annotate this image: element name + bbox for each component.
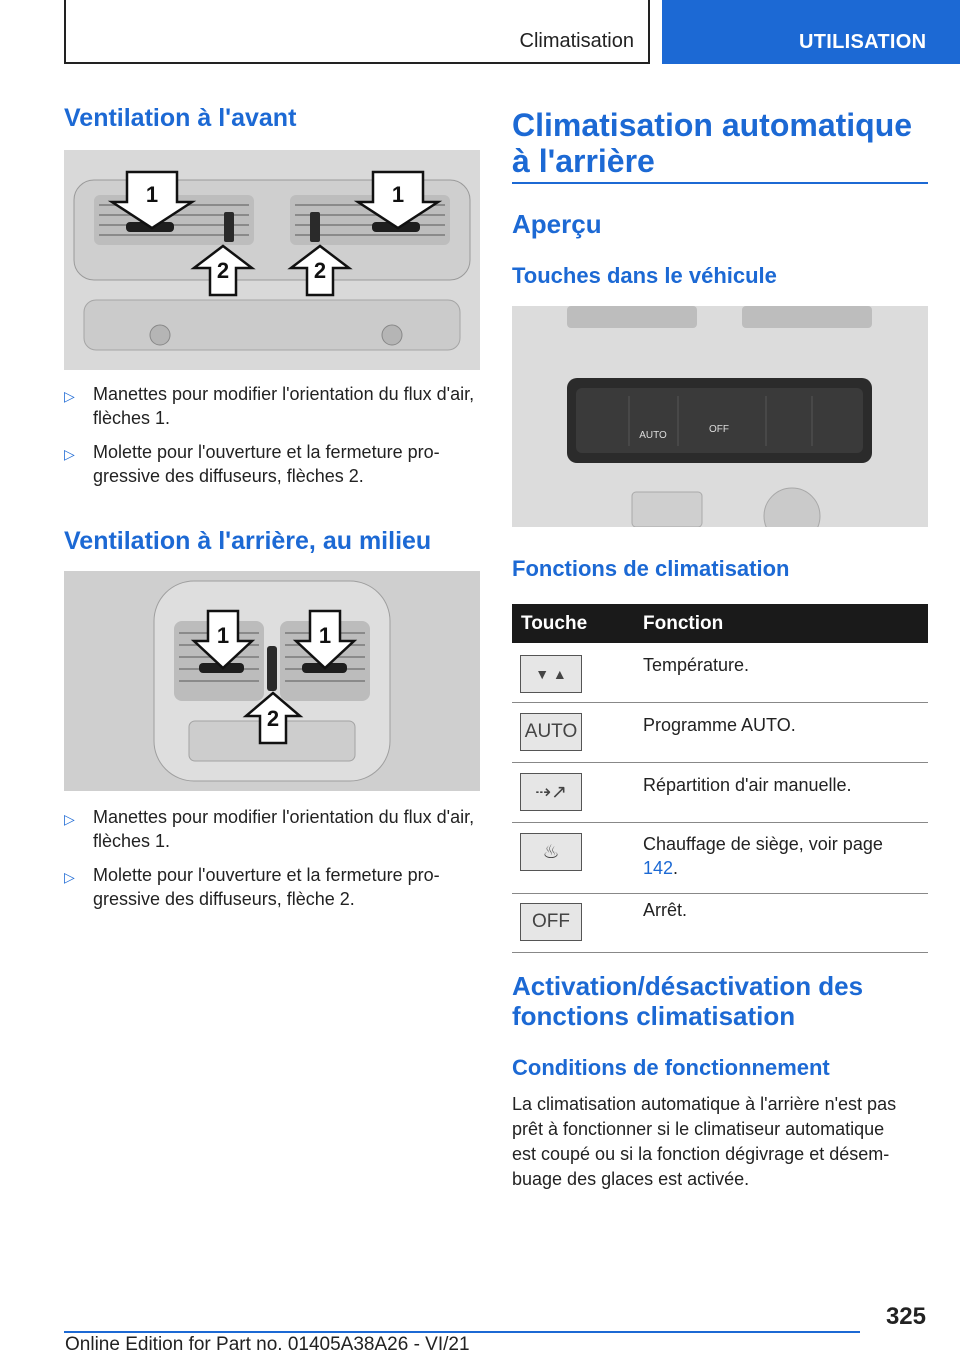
list-item: ▷ Molette pour l'ouverture et la fermeture progressive des diffuseurs, flèche 2. [64,865,440,909]
heading-rear-ventilation: Ventilation à l'arrière, au milieu [64,527,432,555]
heading-front-ventilation: Ventilation à l'avant [64,104,297,132]
rear-panel-photo [512,306,928,527]
bullet-triangle-icon: ▷ [64,869,75,885]
table-cell-function: Répartition d'air manuelle. [643,775,852,795]
bullet-triangle-icon: ▷ [64,446,75,462]
seat-heating-icon: ♨ [520,833,582,871]
bullet-triangle-icon: ▷ [64,388,75,404]
heading-conditions: Conditions de fonctionnement [512,1055,830,1080]
list-item: ▷ Molette pour l'ouverture et la fermeture progressive des diffuseurs, flèches 2. [64,442,440,486]
page-title-line1: Climatisation automatique [512,107,913,143]
table-row [512,703,928,763]
front-callout-2b: 2 [313,258,327,283]
rear-vents-photo [64,571,480,791]
table-cell-function: Chauffage de siège, voir page 142. [643,834,883,878]
table-row [512,823,928,894]
temperature-arrows-icon: ▼ ▲ [520,655,582,693]
list-item: ▷ Manettes pour modifier l'orientation du flux d'air, flèches 1. [64,807,475,851]
heading-activation-line1: Activation/désactivation des [512,971,864,1001]
paragraph-line: La climatisation automatique à l'arrière n'est pas [512,1094,897,1114]
panel-auto-label: AUTO [639,430,667,441]
table-cell-function: Arrêt. [643,900,688,920]
rear-vent-bullet-list [64,805,480,921]
title-underline [512,182,928,184]
air-distribution-icon: ⇢↗ [520,773,582,811]
paragraph-line: buage des glaces est activée. [512,1169,750,1189]
page-number: 325 [885,1303,926,1330]
front-vents-photo [64,150,480,370]
table-cell-function: Programme AUTO. [643,715,796,735]
list-item: ▷ Manettes pour modifier l'orientation du flux d'air, flèches 1. [64,384,475,428]
edition-text: Online Edition for Part no. 01405A38A26 - VI/21 [65,1334,470,1355]
rear-callout-1b: 1 [318,623,332,648]
heading-apercu: Aperçu [512,209,602,239]
bullet-triangle-icon: ▷ [64,811,75,827]
heading-fonctions: Fonctions de climatisation [512,556,790,581]
paragraph-line: est coupé ou si la fonction dégivrage et désem- [512,1144,890,1164]
rear-callout-2: 2 [266,706,280,731]
table-col-touche: Touche [521,613,588,634]
table-cell-function: Température. [643,655,750,675]
page-link-142[interactable]: 142 [643,858,674,878]
heading-activation-line2: fonctions climatisation [512,1001,796,1031]
page-title-line2: à l'arrière [512,143,655,179]
off-key-icon: OFF [520,903,582,941]
front-vent-bullet-list [64,382,480,498]
auto-key-icon: AUTO [520,713,582,751]
table-row [512,894,928,953]
functions-table [512,604,928,953]
header-chapter-title: Climatisation [519,30,634,52]
front-callout-1b: 1 [391,182,405,207]
table-row [512,763,928,823]
front-callout-2a: 2 [216,258,230,283]
table-row [512,643,928,703]
footer-rule [64,1331,860,1333]
table-header [512,604,928,643]
header-section-tab [662,0,960,64]
panel-off-label: OFF [709,424,729,435]
paragraph-line: prêt à fonctionner si le climatiseur automatique [512,1119,885,1139]
rear-callout-1a: 1 [216,623,230,648]
front-callout-1a: 1 [145,182,159,207]
table-col-fonction: Fonction [643,613,724,634]
header-section-title: UTILISATION [799,31,927,53]
heading-touches: Touches dans le véhicule [512,263,777,288]
header-chapter-box [64,0,650,64]
